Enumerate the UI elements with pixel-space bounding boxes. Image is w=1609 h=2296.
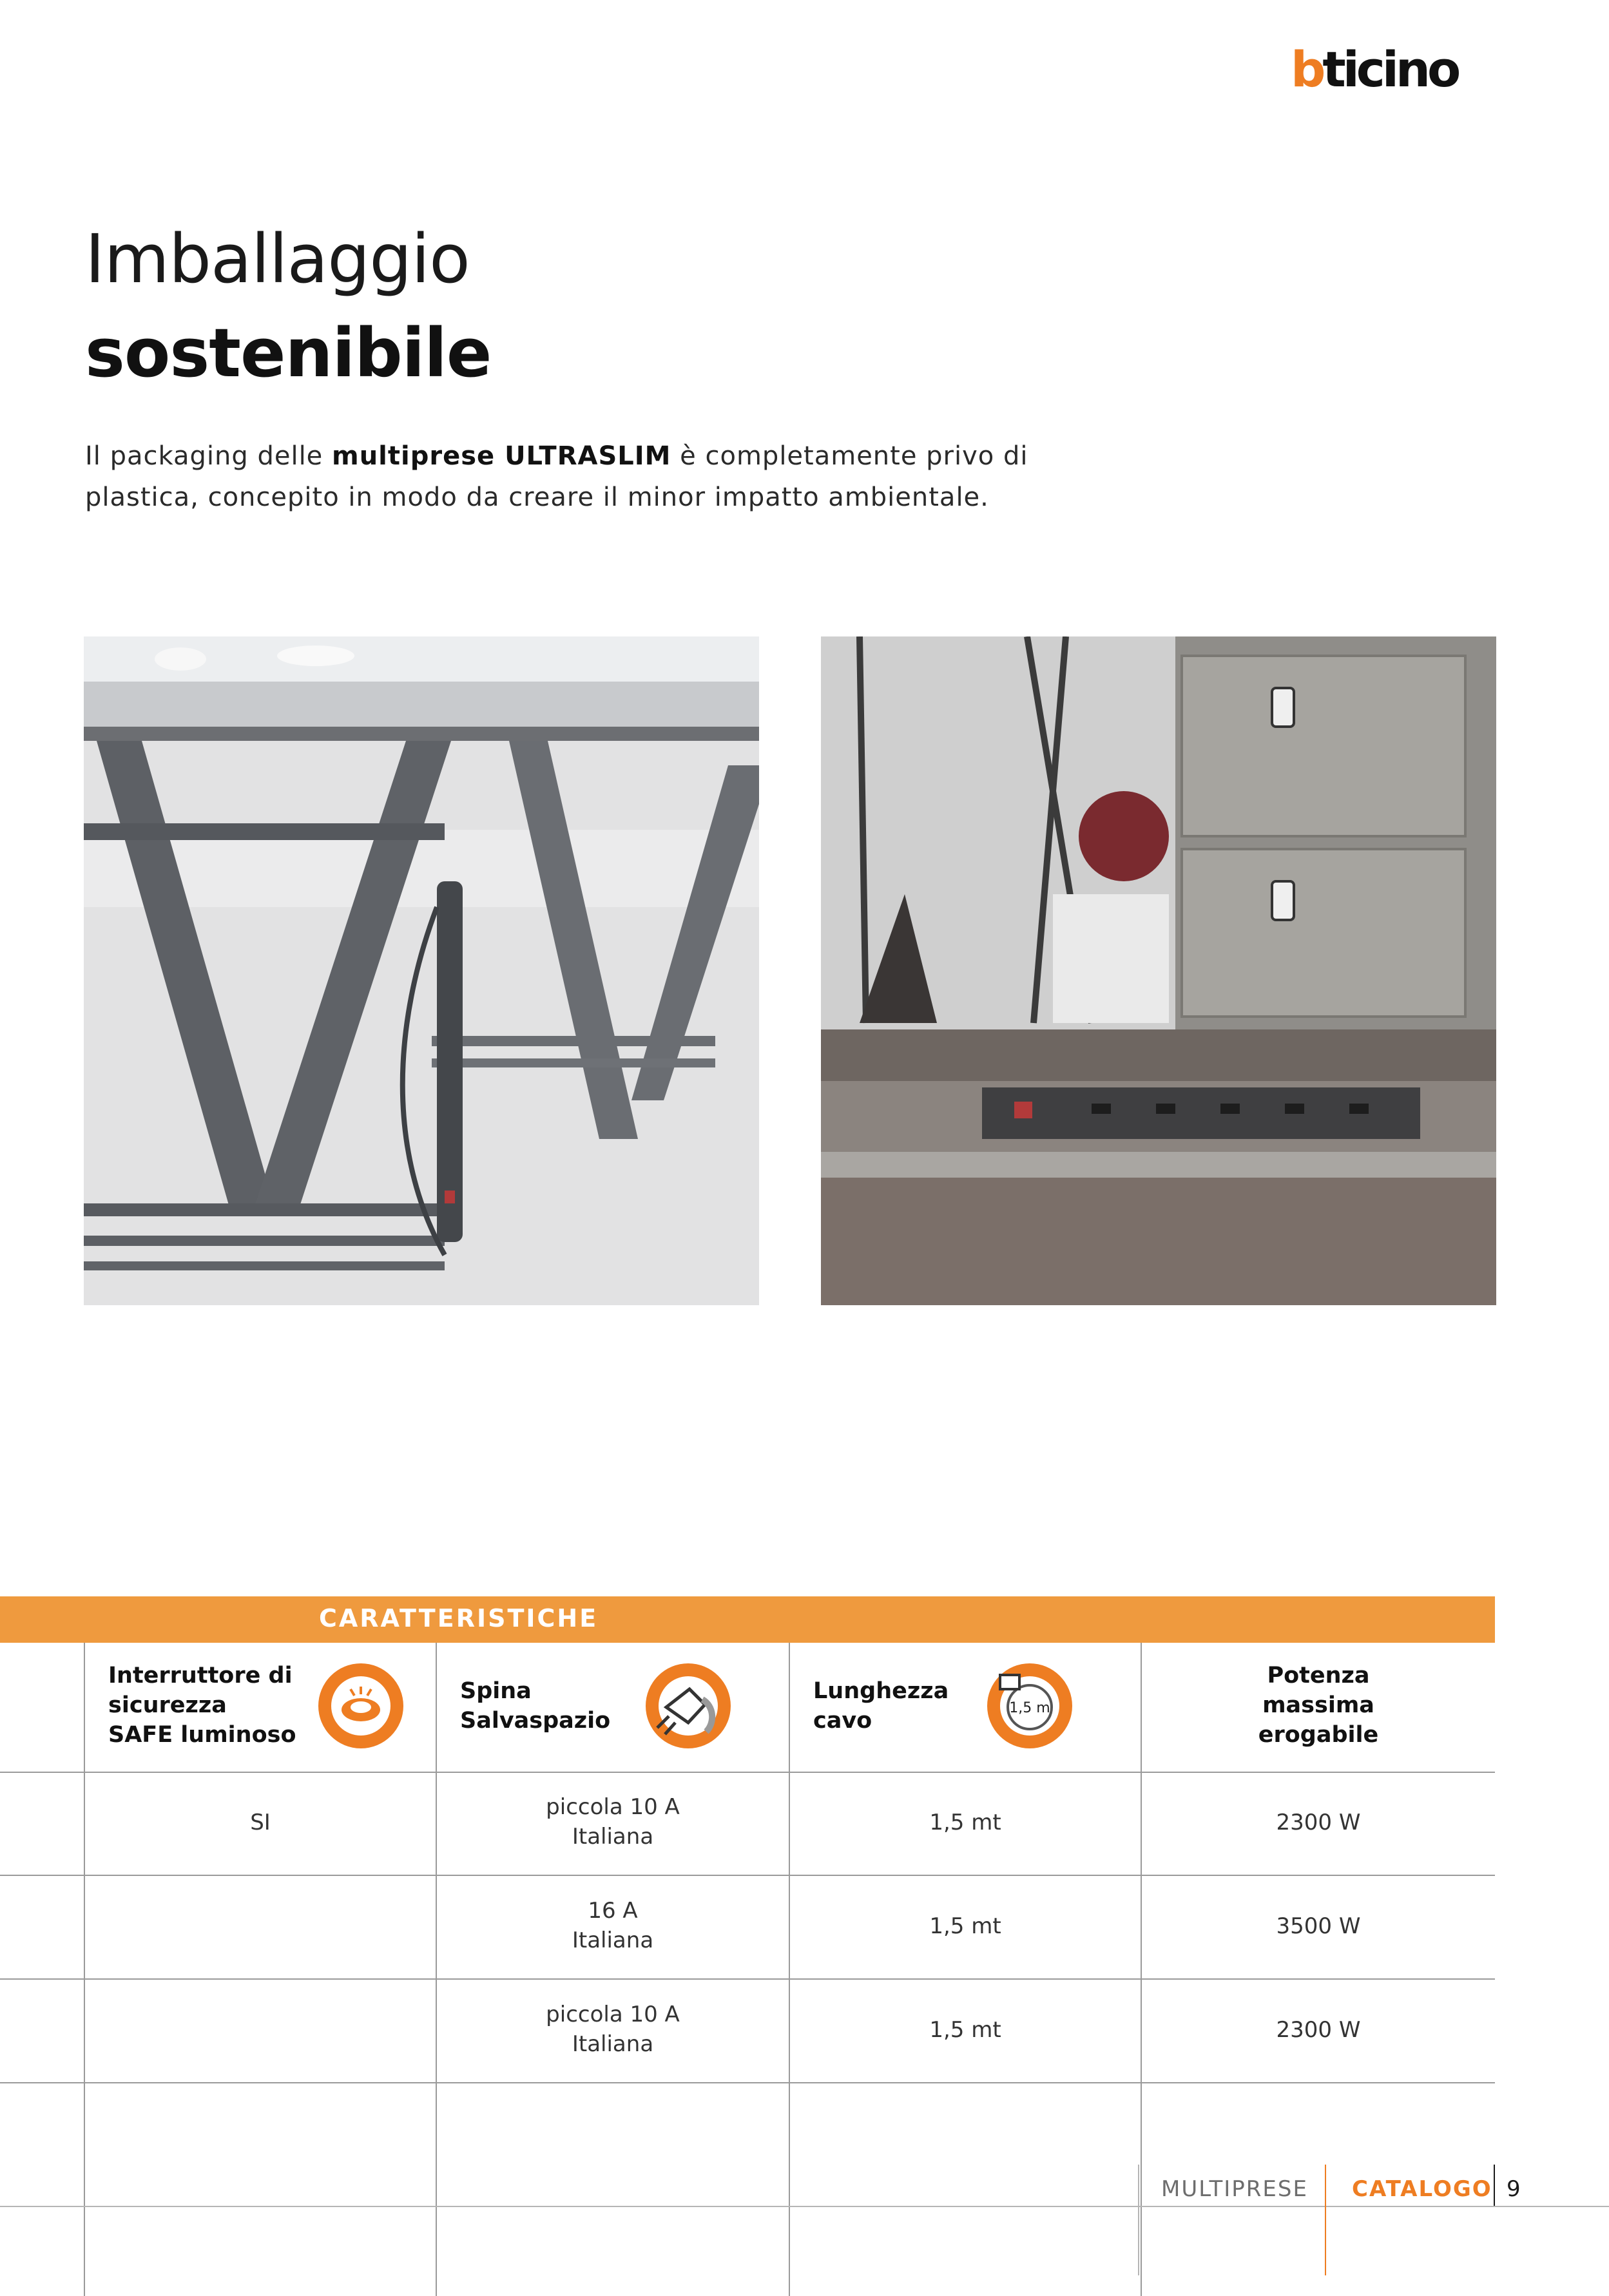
row1-safe: SI bbox=[250, 1810, 271, 1835]
header-plug-line2: Salvaspazio bbox=[460, 1708, 611, 1734]
footer-category: CATALOGO bbox=[1352, 2176, 1492, 2202]
header-plug-line1: Spina bbox=[460, 1678, 532, 1704]
intro-after: è completamente privo di plastica, concepito in modo da creare il minor impatto ambientale. bbox=[85, 441, 1028, 512]
header-power bbox=[1142, 1643, 1495, 1772]
footer-divider bbox=[1138, 2165, 1139, 2275]
row2-plug bbox=[437, 1896, 789, 1955]
row1-plug-line1: piccola 10 A bbox=[546, 1794, 680, 1820]
cable-length-value: 1,5 m bbox=[1009, 1700, 1050, 1716]
header-power-line2: massima bbox=[1262, 1692, 1374, 1718]
intro-paragraph bbox=[85, 435, 1065, 518]
row3-cable: 1,5 mt bbox=[929, 2017, 1001, 2043]
row1-plug bbox=[437, 1792, 789, 1851]
logo-b: b bbox=[1291, 41, 1323, 98]
row2-plug-line2: Italiana bbox=[572, 1928, 654, 1953]
row3-plug-line1: piccola 10 A bbox=[546, 2002, 680, 2027]
cable-length-icon bbox=[985, 1661, 1075, 1751]
header-cable-line2: cavo bbox=[813, 1708, 872, 1734]
row-divider bbox=[0, 1772, 1495, 1773]
footer-section: MULTIPRESE bbox=[1161, 2176, 1308, 2202]
footer-rule bbox=[0, 2206, 1609, 2207]
plug-icon bbox=[643, 1661, 733, 1751]
header-safe-line1: Interruttore di bbox=[108, 1663, 293, 1689]
page-title-line2: sostenibile bbox=[85, 314, 492, 392]
table-heading-bar bbox=[0, 1596, 1495, 1643]
row1-cable: 1,5 mt bbox=[929, 1810, 1001, 1835]
header-safe-switch bbox=[85, 1643, 436, 1772]
desk-photo bbox=[84, 636, 759, 1305]
bticino-logo bbox=[1291, 41, 1498, 98]
header-safe-line2: sicurezza bbox=[108, 1692, 227, 1718]
row2-plug-line1: 16 A bbox=[588, 1898, 638, 1924]
page-number: 9 bbox=[1507, 2176, 1522, 2202]
row3-power: 2300 W bbox=[1276, 2017, 1361, 2043]
row1-plug-line2: Italiana bbox=[572, 1824, 654, 1850]
intro-before: Il packaging delle bbox=[85, 441, 332, 471]
furniture-photo bbox=[821, 636, 1496, 1305]
row2-power: 3500 W bbox=[1276, 1913, 1361, 1939]
header-cable-line1: Lunghezza bbox=[813, 1678, 949, 1704]
header-power-line3: erogabile bbox=[1258, 1722, 1379, 1748]
row3-plug bbox=[437, 2000, 789, 2059]
footer-divider-accent bbox=[1325, 2165, 1326, 2275]
row3-plug-line2: Italiana bbox=[572, 2031, 654, 2057]
row-divider bbox=[0, 1978, 1495, 1980]
safe-switch-icon bbox=[316, 1661, 406, 1751]
header-safe-line3: SAFE luminoso bbox=[108, 1722, 296, 1748]
row1-power: 2300 W bbox=[1276, 1810, 1361, 1835]
logo-rest: ticino bbox=[1322, 41, 1458, 98]
header-power-line1: Potenza bbox=[1267, 1663, 1370, 1689]
header-plug bbox=[437, 1643, 789, 1772]
row2-cable: 1,5 mt bbox=[929, 1913, 1001, 1939]
intro-bold: multiprese ULTRASLIM bbox=[332, 441, 671, 471]
table-heading: CARATTERISTICHE bbox=[319, 1604, 599, 1632]
row-divider bbox=[0, 1875, 1495, 1876]
row-divider bbox=[0, 2082, 1495, 2083]
footer-divider-page bbox=[1494, 2165, 1495, 2206]
header-cable bbox=[790, 1643, 1141, 1772]
page-title-line1: Imballaggio bbox=[85, 220, 470, 298]
